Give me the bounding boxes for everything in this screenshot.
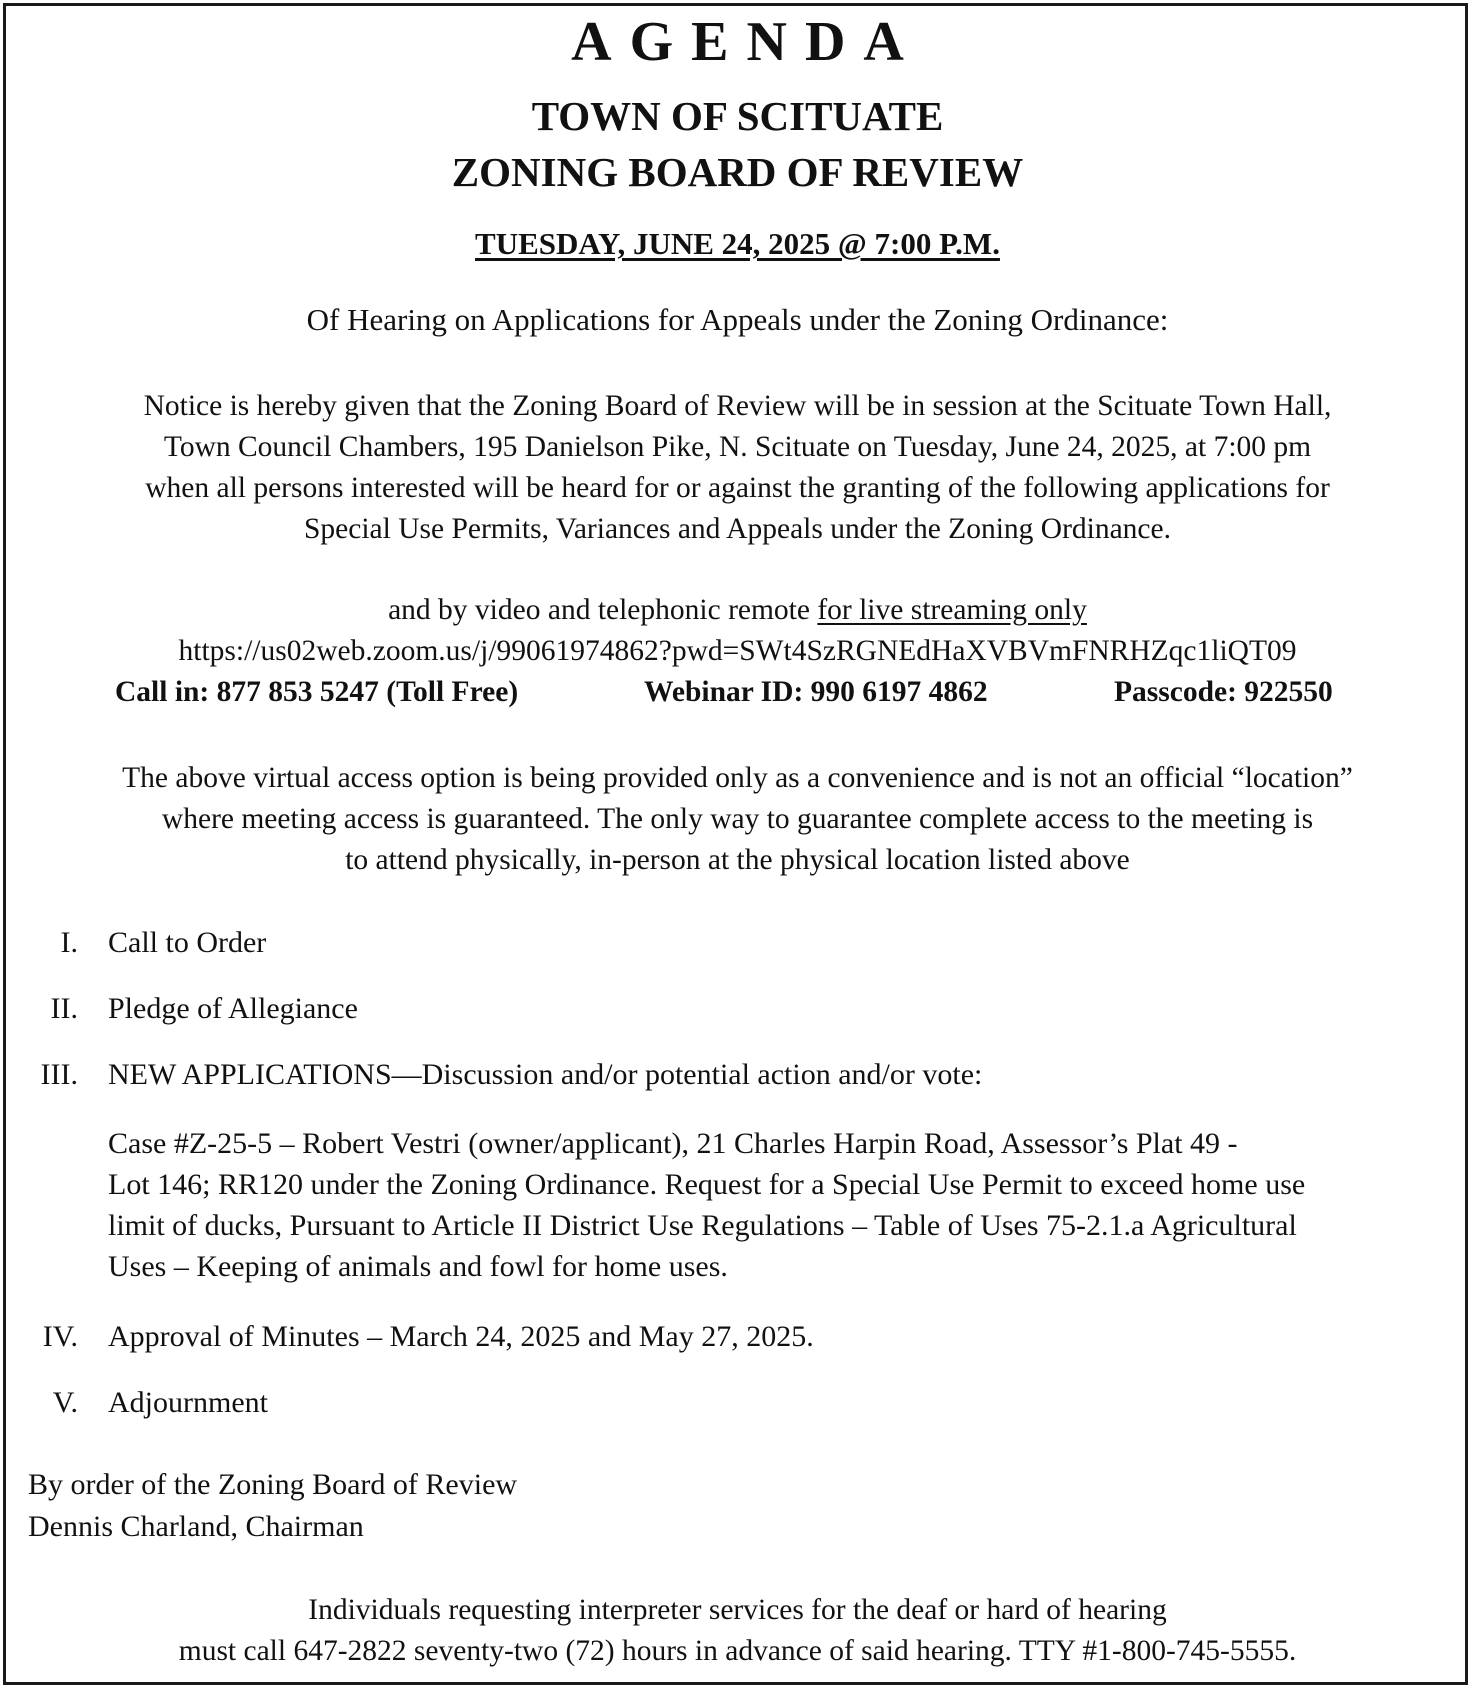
virtual-access-disclaimer — [40, 758, 1435, 881]
case-line: Lot 146; RR120 under the Zoning Ordinance. Request for a Special Use Permit to exceed home use — [108, 1168, 1306, 1201]
case-line: limit of ducks, Pursuant to Article II District Use Regulations – Table of Uses 75-2.1.a Agricultural — [108, 1209, 1297, 1242]
agenda-item-number: II. — [50, 992, 78, 1025]
agenda-item-text: NEW APPLICATIONS—Discussion and/or potential action and/or vote: — [108, 1058, 983, 1091]
signature-line-2: Dennis Charland, Chairman — [28, 1510, 364, 1543]
footer-line: Individuals requesting interpreter services for the deaf or hard of hearing — [308, 1594, 1167, 1626]
board-name: ZONING BOARD OF REVIEW — [451, 149, 1024, 195]
agenda-item-number: V. — [52, 1386, 78, 1419]
agenda-title: AGENDA — [571, 11, 922, 73]
hearing-subtitle: Of Hearing on Applications for Appeals under the Zoning Ordinance: — [306, 302, 1169, 337]
case-line: Uses – Keeping of animals and fowl for home uses. — [108, 1250, 728, 1283]
session-notice — [40, 386, 1435, 550]
live-streaming-note: for live streaming only — [817, 594, 1087, 626]
remote-access-block — [40, 590, 1435, 672]
meeting-datetime-text: TUESDAY, JUNE 24, 2025 @ 7:00 P.M. — [475, 226, 1000, 261]
agenda-item-text: Pledge of Allegiance — [108, 992, 358, 1025]
meeting-datetime — [0, 226, 1475, 262]
notice-line: Special Use Permits, Variances and Appeals under the Zoning Ordinance. — [303, 513, 1171, 545]
agenda-item-text: Adjournment — [108, 1386, 268, 1419]
town-name: TOWN OF SCITUATE — [531, 93, 944, 139]
passcode: Passcode: 922550 — [1114, 676, 1333, 708]
case-line: Case #Z-25-5 – Robert Vestri (owner/applicant), 21 Charles Harpin Road, Assessor’s Plat 49 - — [108, 1127, 1238, 1160]
call-in-number: Call in: 877 853 5247 (Toll Free) — [115, 676, 519, 708]
remote-intro-text: and by video and telephonic remote — [388, 594, 818, 626]
signature-line-1: By order of the Zoning Board of Review — [28, 1468, 518, 1501]
agenda-item-number: IV. — [42, 1320, 78, 1353]
agenda-item-text: Approval of Minutes – March 24, 2025 and May 27, 2025. — [108, 1320, 814, 1353]
zoom-link[interactable]: https://us02web.zoom.us/j/99061974862?pwd=SWt4SzRGNEdHaXVBVmFNRHZqc1liQT09 — [178, 635, 1297, 667]
notice-line: Notice is hereby given that the Zoning Board of Review will be in session at the Scituate Town Hall, — [143, 390, 1332, 422]
disclaimer-line: The above virtual access option is being provided only as a convenience and is not an official “location” — [122, 762, 1353, 794]
disclaimer-line: to attend physically, in-person at the physical location listed above — [345, 844, 1130, 876]
notice-line: Town Council Chambers, 195 Danielson Pike, N. Scituate on Tuesday, June 24, 2025, at 7:00 pm — [163, 431, 1312, 463]
notice-line: when all persons interested will be heard for or against the granting of the following applications for — [145, 472, 1330, 504]
agenda-item-text: Call to Order — [108, 926, 267, 959]
footer-line: must call 647-2822 seventy-two (72) hours in advance of said hearing. TTY #1-800-745-5555. — [178, 1635, 1297, 1667]
disclaimer-line: where meeting access is guaranteed. The only way to guarantee complete access to the meeting is — [161, 803, 1314, 835]
agenda-item-number: I. — [60, 926, 78, 959]
interpreter-notice — [40, 1590, 1435, 1672]
case-description — [108, 1123, 1448, 1287]
remote-intro — [40, 590, 1435, 631]
agenda-item-number: III. — [40, 1058, 78, 1091]
webinar-id: Webinar ID: 990 6197 4862 — [644, 676, 988, 708]
